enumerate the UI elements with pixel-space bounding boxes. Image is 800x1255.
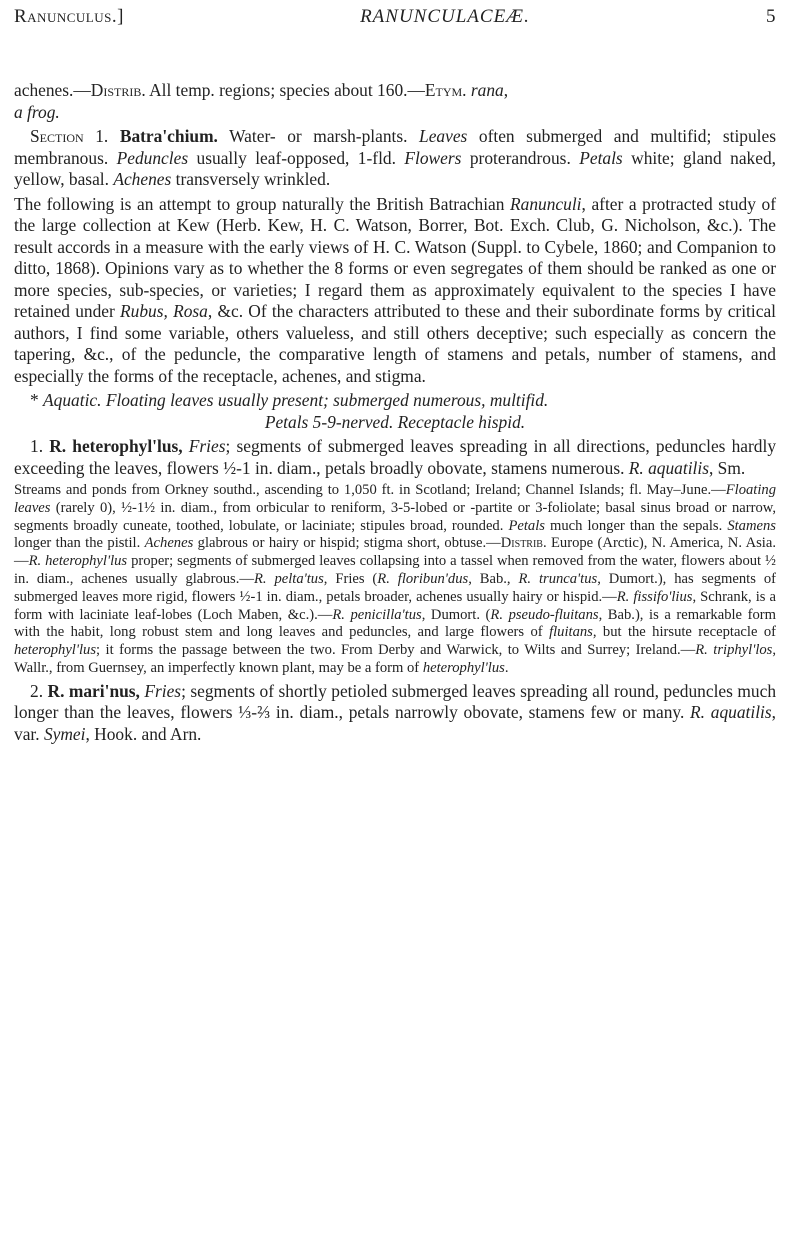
s1-var-1: R. heterophyl'lus [28, 553, 128, 570]
section-desc-1: Water- or marsh-plants. [217, 126, 420, 146]
species-2-synonym-2: Symei [43, 723, 86, 744]
intro-paragraph [14, 80, 776, 123]
achenes-label: Achenes [113, 169, 172, 189]
species-2-author: Fries [139, 680, 182, 701]
s1-achenes: Achenes [144, 535, 194, 552]
species-2-number: 2. [30, 680, 48, 701]
group-line-2: Petals 5-9-nerved. Receptacle hispid. [264, 411, 526, 432]
group-heading [14, 390, 776, 412]
s1-var-2: R. pelta'tus [253, 570, 324, 587]
peduncles-label: Peduncles [116, 147, 189, 168]
s1-note-15: ; it forms the passage between the two. From Derby and Warwick, to Wilts and Surrey; Ireland.— [96, 642, 696, 659]
discussion-italic-2: Rubus, Rosa [120, 301, 208, 321]
s1-var-9: heterophyl'lus [14, 642, 97, 659]
etym-word: rana [470, 80, 504, 100]
s1-var-8: fluitans [549, 624, 593, 641]
s1-note-6: Europe (Arctic), N. America, N. Asia.— [14, 535, 776, 570]
s1-var-6: R. penicilla'tus [332, 606, 422, 623]
species-2-synonym: R. aquatilis [690, 702, 772, 723]
section-desc-5: white; gland naked, yellow, basal. [14, 147, 776, 189]
s1-distrib: Distrib. [500, 535, 547, 552]
species-1-synonym: R. aquatilis [628, 457, 709, 478]
s1-note-16: , Wallr., from Guernsey, an imperfectly known plant, may be a form of [14, 642, 777, 676]
section-paragraph [14, 126, 776, 191]
species-2-heading [14, 681, 776, 746]
running-header [14, 6, 776, 28]
species-2-desc-1: ; segments of shortly petioled submerged leaves spreading all round, peduncles much longer than the leaves, flowers ⅓-⅔ in. diam., petals narrowly obovate, stamens few or many. [14, 680, 777, 723]
s1-note-13: , Bab.), is a remarkable form with the habit, long robust stem and long leaves and peduncles, and large flowers of [14, 606, 776, 641]
group-name: Aquatic. [43, 390, 102, 410]
section-desc-3: usually leaf-opposed, 1-fld. [188, 147, 405, 168]
s1-note-17: . [504, 659, 509, 676]
discussion-text-1: The following is an attempt to group naturally the British Batrachian [14, 193, 511, 214]
s1-note-11: , Schrank, is a form with laciniate leaf-lobes (Loch Maben, &c.).— [14, 588, 776, 623]
s1-note-3: much longer than the sepals. [544, 517, 728, 534]
distrib-label: Distrib. [90, 80, 146, 100]
s1-note-14: , but the hirsute receptacle of [592, 624, 776, 641]
species-1-name: R. heterophyl'lus, [49, 436, 183, 456]
s1-note-2: (rarely 0), ½-1½ in. diam., from orbicular to reniform, 3-5-lobed or -partite or 3-foliolate; basal sinus broad or narrow, segments broadly cuneate, toothed, lobulate, or laciniate; stipules broad, rounded. [14, 499, 776, 534]
intro-text-2: All temp. regions; species about 160.— [145, 80, 425, 100]
etym-gloss: a frog. [14, 101, 60, 122]
body-text [14, 80, 776, 745]
header-genus: Ranunculus.] [14, 6, 124, 27]
intro-text-1: achenes.— [14, 80, 91, 100]
species-1-heading [14, 436, 776, 479]
s1-note-4: longer than the pistil. [14, 535, 145, 552]
s1-note-1: Streams and ponds from Orkney southd., ascending to 1,050 ft. in Scotland; Ireland; Channel Islands; fl. May–June.— [14, 482, 726, 498]
section-label: Section 1. [30, 126, 109, 146]
intro-comma: , [503, 80, 509, 100]
species-1-desc-2: , Sm. [708, 457, 746, 478]
species-2-desc-2: , var. [14, 702, 776, 744]
petals-label: Petals [579, 147, 623, 168]
species-1-desc-1: ; segments of submerged leaves spreading in all directions, peduncles hardly exceeding the leaves, flowers ½-1 in. diam., petals broadly obovate, stamens numerous. [14, 436, 777, 478]
section-desc-6: transversely wrinkled. [171, 169, 331, 189]
discussion-paragraph [14, 194, 776, 388]
species-2-desc-3: , Hook. and Arn. [85, 723, 202, 744]
s1-stamens: Stamens [727, 517, 776, 534]
s1-var-7: R. pseudo-fluitans [490, 606, 599, 623]
s1-floating-leaves: Floating leaves [14, 482, 776, 516]
section-desc-2: often submerged and multifid; stipules membranous. [14, 126, 776, 168]
s1-note-10: , Dumort.), has segments of submerged leaves more rigid, flowers ½-1 in. diam., petals broader, achenes usually hairy or hispid.— [14, 570, 776, 605]
group-line-1: Floating leaves usually present; submerged numerous, multifid. [101, 390, 549, 410]
species-1-notes [14, 482, 776, 678]
s1-var-3: R. floribun'dus [377, 570, 469, 587]
section-name: Batra'chium. [119, 126, 218, 146]
section-desc-4: proterandrous. [461, 147, 580, 168]
s1-note-9: , Bab., [468, 570, 519, 587]
species-2-name: R. mari'nus, [47, 680, 140, 701]
discussion-text-3: , &c. Of the characters attributed to these and their subordinate forms by critical authors, I find some variable, others valueless, and still others deceptive; such especially as concern the tapering, &c., of the peduncle, the comparative length of stamens and petals, number of stamens, and especially the forms of the receptacle, achenes, and stigma. [14, 301, 776, 386]
group-mark: * [30, 390, 44, 410]
s1-note-7: proper; segments of submerged leaves collapsing into a tassel when removed from the water, flowers about ½ in. diam., achenes usually glabrous.— [14, 553, 776, 587]
page-number: 5 [765, 6, 776, 27]
discussion-italic-1: Ranunculi [510, 193, 582, 214]
s1-note-8: , Fries ( [323, 570, 378, 587]
group-heading-2 [14, 412, 776, 434]
s1-var-4: R. trunca'tus [518, 570, 598, 587]
etym-label: Etym. [424, 80, 467, 100]
s1-note-5: glabrous or hairy or hispid; stigma short, obtuse.— [193, 535, 501, 552]
s1-petals: Petals [508, 517, 545, 534]
flowers-label: Flowers [404, 147, 462, 168]
s1-var-5: R. fissifo'lius [616, 588, 693, 605]
s1-note-12: , Dumort. ( [421, 606, 491, 623]
discussion-text-2: , after a protracted study of the large collection at Kew (Herb. Kew, H. C. Watson, Borrer, Bot. Exch. Club, G. Nicholson, &c.). The result accords in a measure with the early views of H. C. Watson (Suppl. to Cybele, 1860; and Companion to ditto, 1868). Opinions vary as to whether the 8 forms or even segregates of them should be ranked as one or more species, sub-species, or varieties; I regard them as approximately equivalent to the species I have retained under [14, 193, 776, 321]
header-family: RANUNCULACEÆ. [360, 6, 530, 27]
species-1-number: 1. [30, 436, 50, 456]
s1-var-11: heterophyl'lus [422, 659, 505, 676]
s1-var-10: R. triphyl'los [695, 642, 773, 659]
leaves-label: Leaves [419, 126, 468, 146]
species-1-author: Fries [182, 436, 226, 456]
